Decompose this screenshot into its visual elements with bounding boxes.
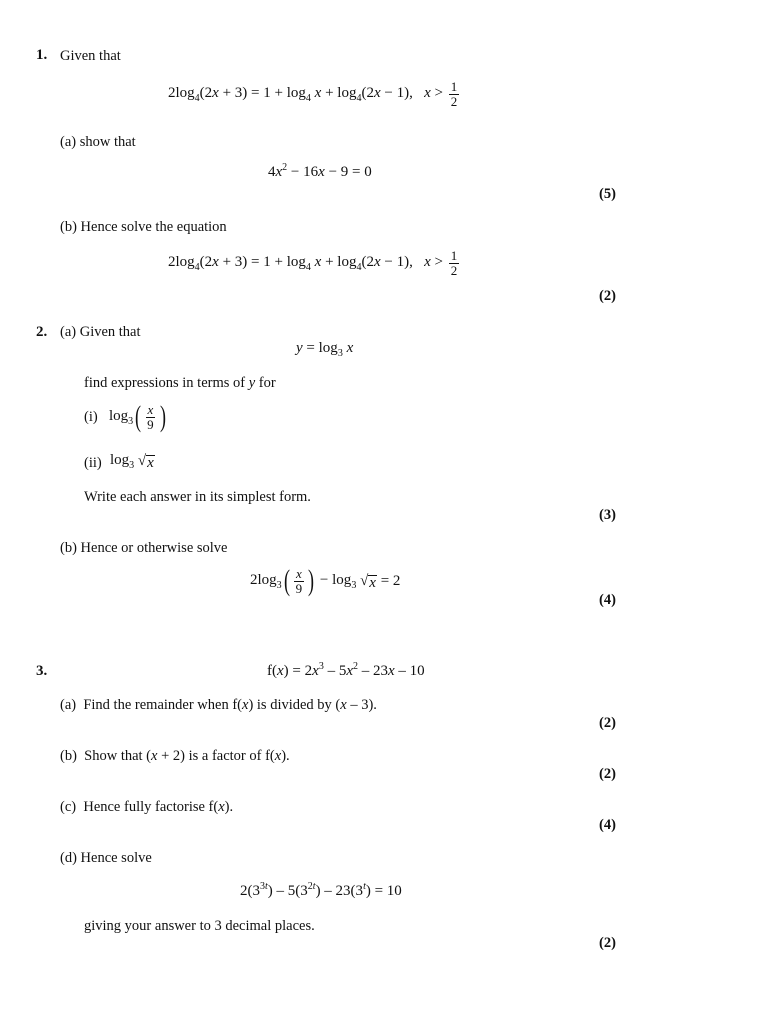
q3-part-c-marks: (4) [599,817,616,833]
q2-part-a-label: (a) Given that [60,324,141,340]
q1-part-b-label: (b) Hence solve the equation [60,219,227,235]
q1b-frac-numerator: 1 [450,247,458,263]
q1-frac-numerator: 1 [450,78,458,94]
q2-part-a-equation: $y = \log_3 x$ [296,340,354,359]
q3-part-d-marks: (2) [599,935,616,951]
q3-part-a-text: (a) Find the remainder when f(x) is divided by (x – 3). [60,697,377,713]
q1-part-a-equation: $4x^2 - 16x - 9 = 0$ [268,162,372,180]
q2-part-b-marks: (4) [599,592,616,608]
q3-function: $f(x) = 2x^3 - 5x^2 - 23x - 10$ [267,661,425,679]
q1-given-equation: $2\log_4(2x + 3) = 1 + \log_4 x + \log_4(2x - 1)$, x > $\frac{1}{2}$ [168,78,458,109]
q3-part-c-text: (c) Hence fully factorise f(x). [60,799,234,815]
q1-part-b-equation: $2\log_4(2x + 3) = 1 + \log_4 x + \log_4(2x - 1)$, x > $\frac{1}{2}$ [168,247,458,278]
q2-find-text: find expressions in terms of y for [84,375,276,391]
q2-part-b-equation: $2\log_3$ ( $\frac{x}{9}$ ) − $\log_3$ √ x = 2 [250,564,401,597]
q2i-frac-denominator: 9 [147,416,154,432]
q2-simplest-text: Write each answer in its simplest form. [84,489,311,505]
q3-part-d-equation: $2(3^{3t}) - 5(3^{2t}) - 23(3^t) = 10$ [240,881,402,899]
q1-part-b-marks: (2) [599,288,616,304]
question-1-number: 1. [36,47,48,63]
question-2-number: 2. [36,324,48,340]
q3-part-d-text: (d) Hence solve [60,850,152,866]
q2i-frac-numerator: x [147,401,154,417]
q3-part-b-marks: (2) [599,766,616,782]
q1-part-a-label: (a) show that [60,134,136,150]
q3-part-b-text: (b) Show that (x + 2) is a factor of f(x). [60,748,290,764]
q2-part-i-label: (i) [84,409,98,425]
q2-part-a-marks: (3) [599,507,616,523]
q2-part-i-expression: $\log_3$ ( $\frac{x}{9}$ ) [109,400,166,433]
q2-part-ii-expression: $\log_3$ √ x [110,452,154,471]
q2-part-b-rhs: = 2 [380,572,401,589]
question-1-intro: Given that [60,48,121,64]
q1-part-a-marks: (5) [599,186,616,202]
q1-frac-denominator: 2 [450,93,458,109]
q3-part-a-marks: (2) [599,715,616,731]
question-3-number: 3. [36,663,48,679]
q2-part-b-label: (b) Hence or otherwise solve [60,540,228,556]
q3-part-d-giving: giving your answer to 3 decimal places. [84,918,315,934]
q1b-frac-denominator: 2 [450,262,458,278]
q2-part-ii-label: (ii) [84,455,102,471]
